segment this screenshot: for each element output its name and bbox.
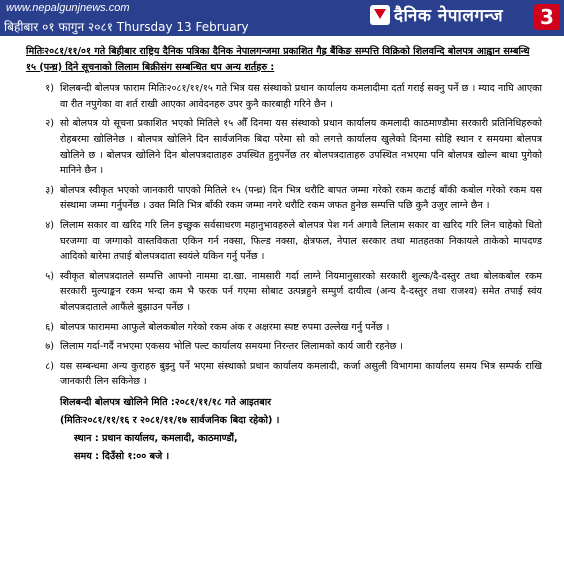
item-number: ८)	[45, 360, 54, 372]
notice-intro: मितिः२०८१/११/०१ गते बिहीबार राष्ट्रिय दैनिक पत्रिका दैनिक नेपालगन्जमा प्रकाशित गैह्र बैंकिङ सम्पत्ति विक्रिको शिलवन्दि बोलपत्र आह्वान सम्बन्धि १५ (पन्ध्र) दिने सूचनाको लिलाम बिक्रीसंग सम्बन्धित थप अन्य शर्तहरु :	[26, 46, 530, 73]
logo	[370, 3, 503, 26]
item-text: बोलपत्र स्वीकृत भएको जानकारी पाएको मितिले १५ (पन्ध्र) दिन भित्र धरौटि बापत जम्मा गरेको रकम कटाई बाँकी कबोल गरेको रकम यस संस्थामा जम्मा गर्नुपर्नेछ । उक्त मिति भित्र बाँकी रकम जम्मा नगरे धरौटि रकम जफत हुनेछ सम्पत्ति पछि कुनै उजुर लाग्ने छैन ।	[60, 184, 542, 212]
item-text: यस सम्बन्धमा अन्य कुराहरु बुझ्नु पर्ने भएमा संस्थाको प्रधान कार्यालय कमलादी, कर्जा असुली विभागमा कार्यालय समय भित्र सम्पर्क राखि जानकारी लिन सकिनेछ ।	[60, 360, 542, 388]
logo-number-badge: 3	[534, 4, 560, 30]
holiday-note: (मितिः२०८१/११/१६ र २०८१/११/१७ सार्वजनिक बिदा रहेको) ।	[60, 414, 280, 426]
logo-mark-icon	[370, 5, 390, 25]
opening-time: समय : दिउँसो १:०० बजे ।	[74, 450, 170, 462]
condition-item	[26, 359, 542, 390]
dateline: बिहीबार ०१ फागुन २०८१ Thursday 13 February	[4, 20, 249, 34]
item-text: शिलबन्दी बोलपत्र फाराम मितिः२०८१/११/१५ गते भित्र यस संस्थाको प्रधान कार्यालय कमलादीमा दर्ता गराई सक्नु पर्ने छ । म्याद नाघि आएका वा रीत नपुगेका वा शर्त राखी आएका आवेदनहरु उपर कुनै कारबाही गरिने छैन ।	[60, 83, 542, 110]
item-text: लिलाम सकार वा खरिद गरि लिन इच्छुक सर्वसाधरण महानुभावहरुले बोलपत्र पेश गर्न अगावै लिलाम सकार वा खरिद गरि लिन चाहेको धितो घरजग्गा वा जग्गाको वास्तविकता एकिन गर्न नक्सा, फिल्ड नक्सा, क्षेत्रफल, नेपाल सरकार तथा मातहतका निकायले ताकेको मापदण्ड आदिको बारेमा तपाई बोलपत्रदाता स्वयंले यकिन गर्नु पर्नेछ ।	[60, 219, 542, 263]
opening-venue: स्थान : प्रधान कार्यालय, कमलादी, काठमाण्डौं,	[74, 432, 238, 444]
notice-body	[26, 44, 542, 466]
opening-details	[60, 394, 542, 466]
item-text: स्वीकृत बोलपत्रदातले सम्पत्ति आफ्नो नाममा दा.खा. नामसारी गर्दा लाग्ने नियमानुसारको सरकारी शुल्क/दै-दस्तुर तथा बोलकबोल रकम सरकारी मुल्याङ्कन रकम भन्दा कम भै फरक पर्न गएमा सोबाट उत्पन्नहुने सम्पुर्ण दायीत्व (अन्य दै-दस्तुर तथा राजश्व) समेत तपाई स्वंय बोलपत्रदाताले आफैंले बुझाउन पर्नेछ ।	[60, 270, 542, 313]
condition-item	[26, 269, 542, 316]
item-text: सो बोलपत्र यो सूचना प्रकाशित भएको मितिले १५ औँ दिनमा यस संस्थाको प्रधान कार्यालय कमलादी काठमाण्डौमा सरकारी प्रतिनिधिहरुको रोहबरमा खोलिनेछ । बोलपत्र खोलिने दिन सार्वजनिक बिदा परेमा सो को लगत्ते कार्यालय खुलेको दिनमा सोहि स्थान र समयमा बोलपत्र खोलिने छ । बोलपत्र खोलिने दिन बोलपत्रदाताहरु उपस्थित हुनुपर्नेछ तर बोलपत्रदाताहरु उपस्थित नभएमा पनि बोलपत्र खोल्न बाधा पुगेको मानिने छैन ।	[60, 118, 542, 177]
opening-date: शिलबन्दी बोलपत्र खोलिने मिति :२०८१/११/१८ गते आइतबार	[60, 396, 272, 408]
condition-item	[26, 116, 542, 178]
item-number: ६)	[45, 321, 54, 333]
item-text: लिलाम गर्दा-गर्दै नभएमा एकसय भोलि पल्ट कार्यालय समयमा निरन्तर लिलामको कार्य जारी रहनेछ ।	[60, 341, 404, 353]
item-number: ३)	[45, 184, 54, 196]
condition-item	[26, 183, 542, 214]
condition-item	[26, 339, 542, 355]
condition-item	[26, 218, 542, 265]
site-url[interactable]: www.nepalgunjnews.com	[6, 2, 130, 14]
masthead	[0, 0, 564, 36]
item-number: २)	[45, 118, 54, 130]
item-number: ५)	[45, 270, 54, 282]
item-text: बोलपत्र फाराममा आफुले बोलकबोल गरेको रकम अंक र अक्षरमा स्पष्ट रुपमा उल्लेख गर्नु पर्नेछ ।	[60, 321, 390, 333]
condition-item	[26, 81, 542, 112]
condition-item	[26, 320, 542, 336]
item-number: १)	[45, 83, 54, 95]
item-number: ४)	[45, 219, 54, 231]
item-number: ७)	[45, 341, 54, 353]
logo-text: दैनिक नेपालगन्ज	[394, 6, 504, 26]
